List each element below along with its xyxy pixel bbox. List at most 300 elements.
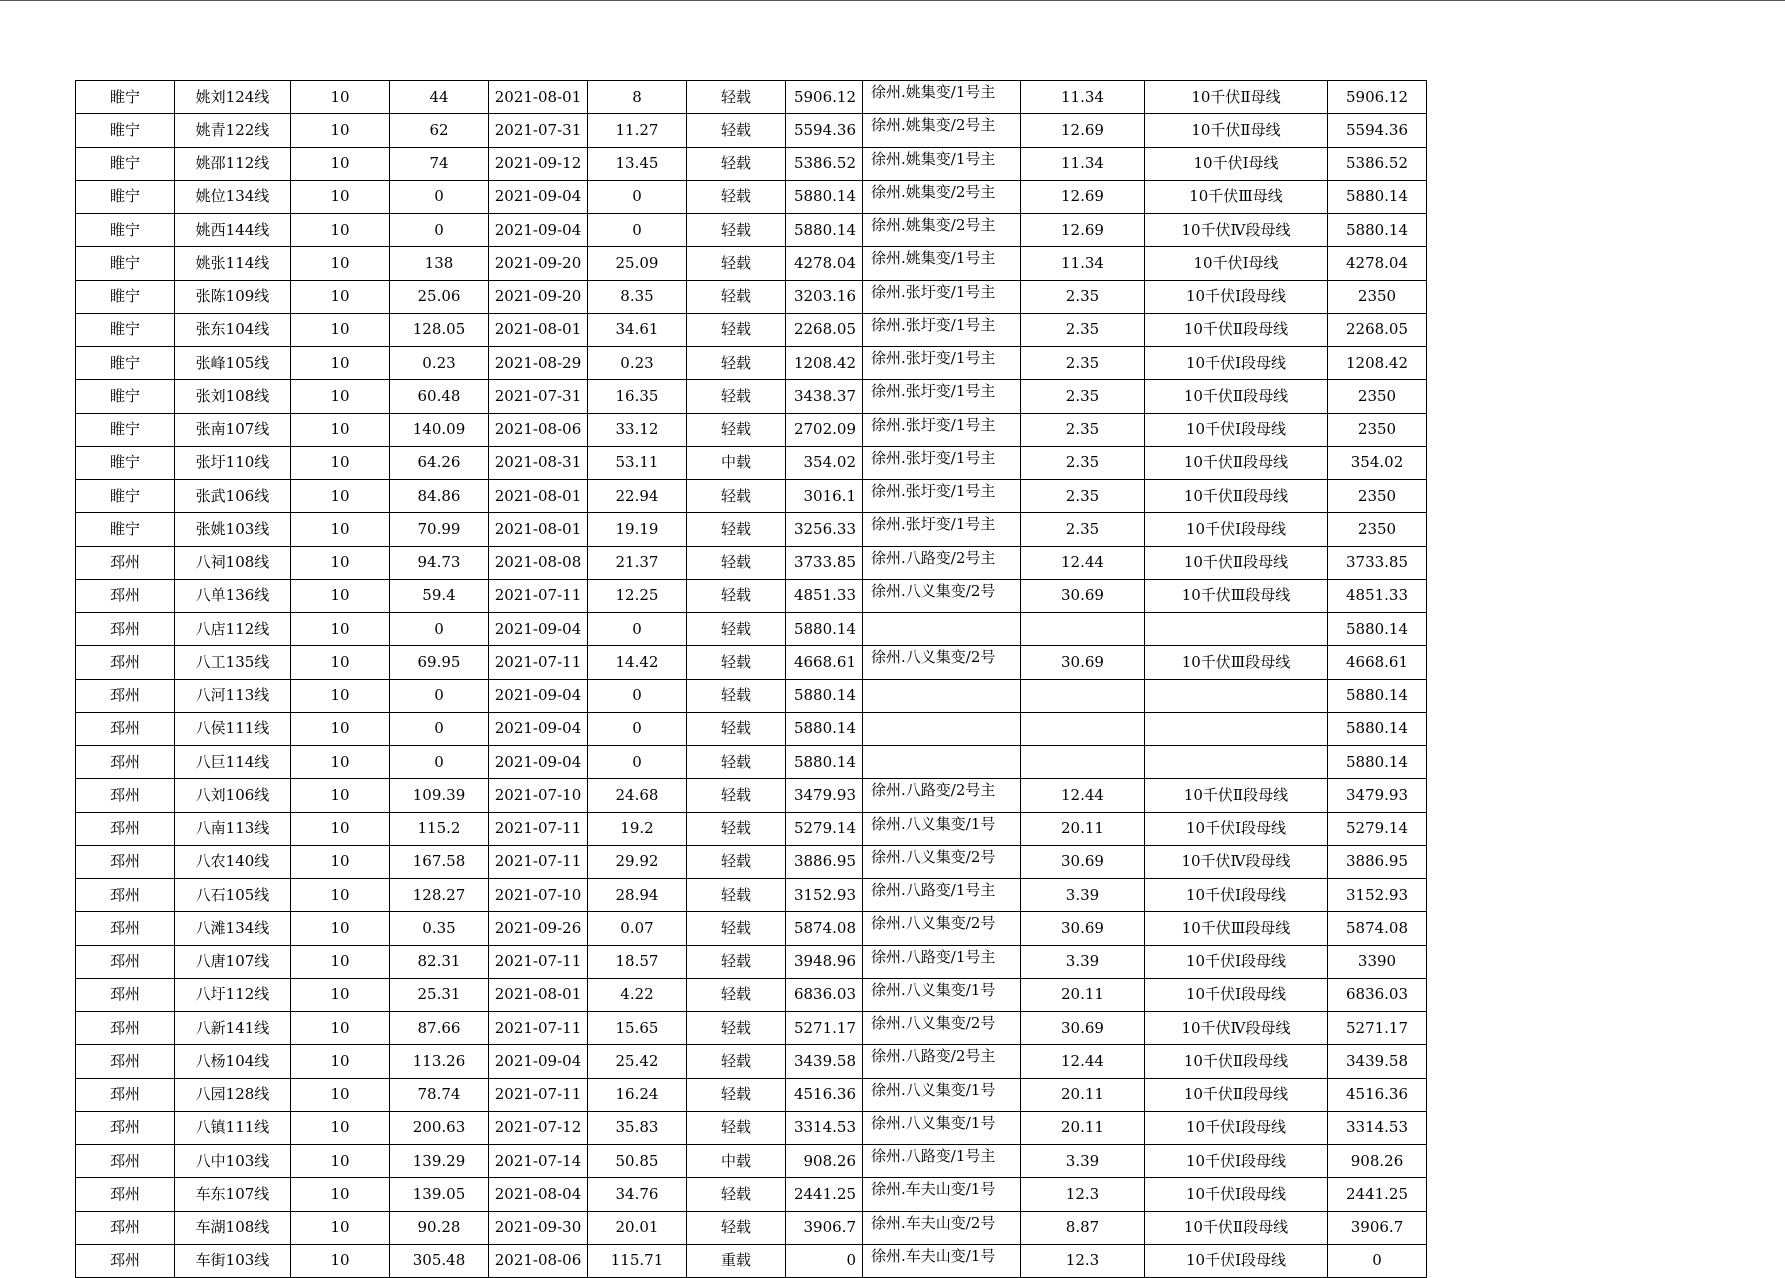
busbar-cell: 10千伏Ⅰ段母线: [1145, 879, 1328, 912]
load-rate-cell: 12.25: [588, 579, 687, 612]
substation-cell: 徐州.八义集变/1号: [863, 1111, 1021, 1144]
load-status-cell: 轻载: [687, 546, 786, 579]
available-capacity-cell: 2350: [1328, 480, 1427, 513]
load-status-cell: 轻载: [687, 812, 786, 845]
date-cell: 2021-07-11: [489, 1012, 588, 1045]
busbar-cell: 10千伏Ⅲ段母线: [1145, 579, 1328, 612]
table-row: [76, 413, 1427, 446]
available-capacity-cell: 2350: [1328, 513, 1427, 546]
table-row: [76, 945, 1427, 978]
busbar-cell: [1145, 679, 1328, 712]
capacity-cell: 3203.16: [786, 280, 863, 313]
current-cell: 200.63: [390, 1111, 489, 1144]
load-rate-cell: 0.07: [588, 912, 687, 945]
voltage-cell: 10: [291, 712, 390, 745]
capacity-cell: 3948.96: [786, 945, 863, 978]
line-name-cell: 张刘108线: [175, 380, 291, 413]
load-status-cell: 轻载: [687, 1111, 786, 1144]
current-cell: 70.99: [390, 513, 489, 546]
load-rate-cell: 8: [588, 81, 687, 114]
voltage-cell: 10: [291, 313, 390, 346]
line-name-cell: 八石105线: [175, 879, 291, 912]
date-cell: 2021-07-11: [489, 646, 588, 679]
available-capacity-cell: 5880.14: [1328, 679, 1427, 712]
voltage-cell: 10: [291, 1111, 390, 1144]
available-capacity-cell: 4516.36: [1328, 1078, 1427, 1111]
voltage-cell: 10: [291, 945, 390, 978]
substation-cell: 徐州.张圩变/1号主: [863, 380, 1021, 413]
substation-cell: 徐州.车夫山变/1号: [863, 1178, 1021, 1211]
voltage-cell: 10: [291, 1244, 390, 1277]
current-cell: 115.2: [390, 812, 489, 845]
region-cell: 邳州: [76, 679, 175, 712]
busbar-cell: 10千伏Ⅲ段母线: [1145, 912, 1328, 945]
current-cell: 90.28: [390, 1211, 489, 1244]
line-name-cell: 车湖108线: [175, 1211, 291, 1244]
table-row: [76, 712, 1427, 745]
transformer-value-cell: 2.35: [1021, 313, 1145, 346]
load-status-cell: 轻载: [687, 779, 786, 812]
date-cell: 2021-09-12: [489, 147, 588, 180]
available-capacity-cell: 1208.42: [1328, 347, 1427, 380]
table-row: [76, 513, 1427, 546]
load-rate-cell: 0.23: [588, 347, 687, 380]
load-rate-cell: 15.65: [588, 1012, 687, 1045]
transformer-value-cell: 2.35: [1021, 347, 1145, 380]
transformer-value-cell: 2.35: [1021, 513, 1145, 546]
capacity-cell: 4851.33: [786, 579, 863, 612]
substation-cell: 徐州.张圩变/1号主: [863, 513, 1021, 546]
voltage-cell: 10: [291, 845, 390, 878]
line-name-cell: 张武106线: [175, 480, 291, 513]
voltage-cell: 10: [291, 978, 390, 1011]
region-cell: 睢宁: [76, 147, 175, 180]
region-cell: 睢宁: [76, 81, 175, 114]
region-cell: 睢宁: [76, 446, 175, 479]
capacity-cell: 1208.42: [786, 347, 863, 380]
load-status-cell: 轻载: [687, 646, 786, 679]
available-capacity-cell: 5874.08: [1328, 912, 1427, 945]
line-name-cell: 八河113线: [175, 679, 291, 712]
substation-cell: 徐州.八路变/2号主: [863, 779, 1021, 812]
region-cell: 邳州: [76, 746, 175, 779]
voltage-cell: 10: [291, 81, 390, 114]
transformer-value-cell: 12.69: [1021, 214, 1145, 247]
transformer-value-cell: 8.87: [1021, 1211, 1145, 1244]
voltage-cell: 10: [291, 347, 390, 380]
date-cell: 2021-07-31: [489, 380, 588, 413]
capacity-cell: 5271.17: [786, 1012, 863, 1045]
available-capacity-cell: 5880.14: [1328, 746, 1427, 779]
region-cell: 邳州: [76, 613, 175, 646]
load-rate-cell: 35.83: [588, 1111, 687, 1144]
available-capacity-cell: 4668.61: [1328, 646, 1427, 679]
date-cell: 2021-07-12: [489, 1111, 588, 1144]
transformer-value-cell: [1021, 746, 1145, 779]
current-cell: 25.06: [390, 280, 489, 313]
table-row: [76, 1045, 1427, 1078]
substation-cell: 徐州.张圩变/1号主: [863, 480, 1021, 513]
table-row: [76, 812, 1427, 845]
transformer-value-cell: 2.35: [1021, 480, 1145, 513]
voltage-cell: 10: [291, 446, 390, 479]
load-rate-cell: 16.24: [588, 1078, 687, 1111]
line-name-cell: 姚位134线: [175, 180, 291, 213]
voltage-cell: 10: [291, 912, 390, 945]
current-cell: 94.73: [390, 546, 489, 579]
substation-cell: 徐州.八义集变/1号: [863, 1078, 1021, 1111]
current-cell: 113.26: [390, 1045, 489, 1078]
voltage-cell: 10: [291, 1078, 390, 1111]
voltage-cell: 10: [291, 746, 390, 779]
line-name-cell: 八中103线: [175, 1145, 291, 1178]
busbar-cell: 10千伏Ⅰ段母线: [1145, 513, 1328, 546]
date-cell: 2021-08-06: [489, 413, 588, 446]
substation-cell: 徐州.车夫山变/2号: [863, 1211, 1021, 1244]
region-cell: 睢宁: [76, 214, 175, 247]
load-status-cell: 轻载: [687, 746, 786, 779]
voltage-cell: 10: [291, 1211, 390, 1244]
table-row: [76, 679, 1427, 712]
region-cell: 邳州: [76, 1145, 175, 1178]
current-cell: 44: [390, 81, 489, 114]
available-capacity-cell: 3390: [1328, 945, 1427, 978]
date-cell: 2021-09-20: [489, 247, 588, 280]
substation-cell: 徐州.八义集变/2号: [863, 579, 1021, 612]
current-cell: 0: [390, 679, 489, 712]
busbar-cell: 10千伏Ⅰ段母线: [1145, 1178, 1328, 1211]
busbar-cell: 10千伏Ⅰ段母线: [1145, 978, 1328, 1011]
substation-cell: 徐州.八义集变/2号: [863, 845, 1021, 878]
busbar-cell: 10千伏Ⅰ段母线: [1145, 945, 1328, 978]
region-cell: 邳州: [76, 879, 175, 912]
load-status-cell: 轻载: [687, 1045, 786, 1078]
region-cell: 邳州: [76, 1211, 175, 1244]
line-name-cell: 张东104线: [175, 313, 291, 346]
region-cell: 邳州: [76, 1078, 175, 1111]
region-cell: 邳州: [76, 912, 175, 945]
transformer-value-cell: 3.39: [1021, 879, 1145, 912]
capacity-cell: 3152.93: [786, 879, 863, 912]
capacity-cell: 5874.08: [786, 912, 863, 945]
substation-cell: 徐州.八义集变/1号: [863, 978, 1021, 1011]
date-cell: 2021-08-01: [489, 313, 588, 346]
feeder-load-table: [75, 80, 1427, 1278]
date-cell: 2021-09-04: [489, 712, 588, 745]
available-capacity-cell: 3314.53: [1328, 1111, 1427, 1144]
available-capacity-cell: 5279.14: [1328, 812, 1427, 845]
busbar-cell: 10千伏Ⅱ段母线: [1145, 446, 1328, 479]
available-capacity-cell: 3439.58: [1328, 1045, 1427, 1078]
current-cell: 0: [390, 712, 489, 745]
voltage-cell: 10: [291, 879, 390, 912]
table-row: [76, 845, 1427, 878]
current-cell: 140.09: [390, 413, 489, 446]
busbar-cell: 10千伏Ⅱ段母线: [1145, 779, 1328, 812]
substation-cell: [863, 746, 1021, 779]
region-cell: 睢宁: [76, 513, 175, 546]
line-name-cell: 八园128线: [175, 1078, 291, 1111]
substation-cell: 徐州.张圩变/1号主: [863, 280, 1021, 313]
busbar-cell: 10千伏Ⅳ段母线: [1145, 845, 1328, 878]
available-capacity-cell: 6836.03: [1328, 978, 1427, 1011]
line-name-cell: 车东107线: [175, 1178, 291, 1211]
busbar-cell: 10千伏Ⅱ母线: [1145, 81, 1328, 114]
transformer-value-cell: 2.35: [1021, 413, 1145, 446]
load-status-cell: 轻载: [687, 845, 786, 878]
available-capacity-cell: 2350: [1328, 380, 1427, 413]
table-row: [76, 579, 1427, 612]
available-capacity-cell: 5271.17: [1328, 1012, 1427, 1045]
current-cell: 0: [390, 746, 489, 779]
busbar-cell: 10千伏Ⅱ母线: [1145, 114, 1328, 147]
line-name-cell: 张姚103线: [175, 513, 291, 546]
substation-cell: 徐州.姚集变/1号主: [863, 247, 1021, 280]
region-cell: 邳州: [76, 712, 175, 745]
load-status-cell: 轻载: [687, 280, 786, 313]
busbar-cell: [1145, 712, 1328, 745]
current-cell: 87.66: [390, 1012, 489, 1045]
load-status-cell: 轻载: [687, 513, 786, 546]
capacity-cell: 5279.14: [786, 812, 863, 845]
table-row: [76, 746, 1427, 779]
load-rate-cell: 115.71: [588, 1244, 687, 1277]
busbar-cell: 10千伏Ⅳ段母线: [1145, 1012, 1328, 1045]
transformer-value-cell: 12.44: [1021, 1045, 1145, 1078]
line-name-cell: 八南113线: [175, 812, 291, 845]
load-status-cell: 轻载: [687, 978, 786, 1011]
current-cell: 62: [390, 114, 489, 147]
transformer-value-cell: 12.69: [1021, 114, 1145, 147]
available-capacity-cell: 4278.04: [1328, 247, 1427, 280]
date-cell: 2021-09-04: [489, 180, 588, 213]
load-status-cell: 轻载: [687, 480, 786, 513]
available-capacity-cell: 908.26: [1328, 1145, 1427, 1178]
load-rate-cell: 25.42: [588, 1045, 687, 1078]
region-cell: 睢宁: [76, 347, 175, 380]
current-cell: 0: [390, 613, 489, 646]
busbar-cell: 10千伏Ⅰ段母线: [1145, 413, 1328, 446]
available-capacity-cell: 2441.25: [1328, 1178, 1427, 1211]
table-row: [76, 81, 1427, 114]
load-status-cell: 轻载: [687, 347, 786, 380]
table-row: [76, 1078, 1427, 1111]
voltage-cell: 10: [291, 413, 390, 446]
busbar-cell: 10千伏Ⅲ段母线: [1145, 646, 1328, 679]
substation-cell: 徐州.八路变/1号主: [863, 879, 1021, 912]
available-capacity-cell: 5906.12: [1328, 81, 1427, 114]
line-name-cell: 姚张114线: [175, 247, 291, 280]
capacity-cell: 4516.36: [786, 1078, 863, 1111]
capacity-cell: 5880.14: [786, 746, 863, 779]
load-status-cell: 轻载: [687, 147, 786, 180]
load-rate-cell: 0: [588, 679, 687, 712]
line-name-cell: 八店112线: [175, 613, 291, 646]
available-capacity-cell: 354.02: [1328, 446, 1427, 479]
transformer-value-cell: [1021, 679, 1145, 712]
capacity-cell: 4668.61: [786, 646, 863, 679]
transformer-value-cell: 3.39: [1021, 1145, 1145, 1178]
load-rate-cell: 16.35: [588, 380, 687, 413]
transformer-value-cell: 2.35: [1021, 280, 1145, 313]
load-status-cell: 轻载: [687, 313, 786, 346]
date-cell: 2021-07-11: [489, 945, 588, 978]
voltage-cell: 10: [291, 480, 390, 513]
available-capacity-cell: 2268.05: [1328, 313, 1427, 346]
line-name-cell: 八唐107线: [175, 945, 291, 978]
line-name-cell: 八祠108线: [175, 546, 291, 579]
transformer-value-cell: 30.69: [1021, 845, 1145, 878]
voltage-cell: 10: [291, 613, 390, 646]
capacity-cell: 3733.85: [786, 546, 863, 579]
capacity-cell: 908.26: [786, 1145, 863, 1178]
voltage-cell: 10: [291, 513, 390, 546]
table-row: [76, 779, 1427, 812]
date-cell: 2021-09-20: [489, 280, 588, 313]
substation-cell: 徐州.八路变/2号主: [863, 1045, 1021, 1078]
voltage-cell: 10: [291, 280, 390, 313]
load-rate-cell: 53.11: [588, 446, 687, 479]
available-capacity-cell: 5880.14: [1328, 214, 1427, 247]
capacity-cell: 5880.14: [786, 613, 863, 646]
table-row: [76, 446, 1427, 479]
date-cell: 2021-07-11: [489, 812, 588, 845]
current-cell: 305.48: [390, 1244, 489, 1277]
capacity-cell: 2441.25: [786, 1178, 863, 1211]
table-row: [76, 1012, 1427, 1045]
substation-cell: [863, 679, 1021, 712]
load-rate-cell: 19.2: [588, 812, 687, 845]
transformer-value-cell: [1021, 613, 1145, 646]
available-capacity-cell: 5386.52: [1328, 147, 1427, 180]
load-rate-cell: 24.68: [588, 779, 687, 812]
capacity-cell: 5880.14: [786, 180, 863, 213]
load-status-cell: 轻载: [687, 912, 786, 945]
date-cell: 2021-09-04: [489, 679, 588, 712]
table-body: [76, 81, 1427, 1278]
substation-cell: 徐州.八义集变/2号: [863, 912, 1021, 945]
capacity-cell: 5880.14: [786, 712, 863, 745]
substation-cell: 徐州.张圩变/1号主: [863, 313, 1021, 346]
available-capacity-cell: 5594.36: [1328, 114, 1427, 147]
date-cell: 2021-07-11: [489, 845, 588, 878]
capacity-cell: 5880.14: [786, 679, 863, 712]
table-row: [76, 1145, 1427, 1178]
region-cell: 睢宁: [76, 380, 175, 413]
load-rate-cell: 14.42: [588, 646, 687, 679]
substation-cell: 徐州.八路变/1号主: [863, 1145, 1021, 1178]
current-cell: 69.95: [390, 646, 489, 679]
busbar-cell: 10千伏Ⅰ段母线: [1145, 1145, 1328, 1178]
busbar-cell: 10千伏Ⅳ段母线: [1145, 214, 1328, 247]
current-cell: 64.26: [390, 446, 489, 479]
available-capacity-cell: 3152.93: [1328, 879, 1427, 912]
available-capacity-cell: 3733.85: [1328, 546, 1427, 579]
line-name-cell: 八圩112线: [175, 978, 291, 1011]
load-status-cell: 轻载: [687, 1012, 786, 1045]
load-status-cell: 轻载: [687, 247, 786, 280]
busbar-cell: 10千伏Ⅰ母线: [1145, 147, 1328, 180]
load-status-cell: 轻载: [687, 945, 786, 978]
load-rate-cell: 19.19: [588, 513, 687, 546]
capacity-cell: 3016.1: [786, 480, 863, 513]
table-row: [76, 546, 1427, 579]
transformer-value-cell: 12.69: [1021, 180, 1145, 213]
load-rate-cell: 0: [588, 613, 687, 646]
substation-cell: 徐州.车夫山变/1号: [863, 1244, 1021, 1277]
load-status-cell: 轻载: [687, 1211, 786, 1244]
load-status-cell: 轻载: [687, 679, 786, 712]
busbar-cell: 10千伏Ⅱ段母线: [1145, 546, 1328, 579]
region-cell: 睢宁: [76, 280, 175, 313]
voltage-cell: 10: [291, 114, 390, 147]
table-row: [76, 214, 1427, 247]
load-status-cell: 轻载: [687, 81, 786, 114]
table-row: [76, 1111, 1427, 1144]
busbar-cell: 10千伏Ⅰ母线: [1145, 247, 1328, 280]
voltage-cell: 10: [291, 812, 390, 845]
transformer-value-cell: 30.69: [1021, 646, 1145, 679]
region-cell: 邳州: [76, 546, 175, 579]
current-cell: 60.48: [390, 380, 489, 413]
substation-cell: 徐州.姚集变/2号主: [863, 180, 1021, 213]
available-capacity-cell: 5880.14: [1328, 613, 1427, 646]
current-cell: 138: [390, 247, 489, 280]
load-rate-cell: 0: [588, 214, 687, 247]
voltage-cell: 10: [291, 247, 390, 280]
table-row: [76, 147, 1427, 180]
current-cell: 109.39: [390, 779, 489, 812]
transformer-value-cell: 30.69: [1021, 1012, 1145, 1045]
available-capacity-cell: 5880.14: [1328, 712, 1427, 745]
load-rate-cell: 33.12: [588, 413, 687, 446]
date-cell: 2021-08-29: [489, 347, 588, 380]
line-name-cell: 姚青122线: [175, 114, 291, 147]
current-cell: 84.86: [390, 480, 489, 513]
available-capacity-cell: 2350: [1328, 413, 1427, 446]
load-rate-cell: 22.94: [588, 480, 687, 513]
voltage-cell: 10: [291, 779, 390, 812]
capacity-cell: 3886.95: [786, 845, 863, 878]
load-rate-cell: 0: [588, 712, 687, 745]
transformer-value-cell: [1021, 712, 1145, 745]
transformer-value-cell: 11.34: [1021, 81, 1145, 114]
capacity-cell: 4278.04: [786, 247, 863, 280]
current-cell: 128.05: [390, 313, 489, 346]
table-row: [76, 879, 1427, 912]
table-row: [76, 912, 1427, 945]
line-name-cell: 张南107线: [175, 413, 291, 446]
load-status-cell: 轻载: [687, 413, 786, 446]
transformer-value-cell: 12.44: [1021, 546, 1145, 579]
load-rate-cell: 11.27: [588, 114, 687, 147]
date-cell: 2021-08-06: [489, 1244, 588, 1277]
transformer-value-cell: 11.34: [1021, 247, 1145, 280]
line-name-cell: 姚邵112线: [175, 147, 291, 180]
region-cell: 邳州: [76, 945, 175, 978]
capacity-cell: 354.02: [786, 446, 863, 479]
line-name-cell: 姚刘124线: [175, 81, 291, 114]
current-cell: 0: [390, 214, 489, 247]
substation-cell: 徐州.姚集变/2号主: [863, 214, 1021, 247]
line-name-cell: 八杨104线: [175, 1045, 291, 1078]
load-rate-cell: 13.45: [588, 147, 687, 180]
busbar-cell: 10千伏Ⅱ段母线: [1145, 480, 1328, 513]
region-cell: 邳州: [76, 1178, 175, 1211]
region-cell: 邳州: [76, 845, 175, 878]
table-row: [76, 313, 1427, 346]
region-cell: 睢宁: [76, 480, 175, 513]
